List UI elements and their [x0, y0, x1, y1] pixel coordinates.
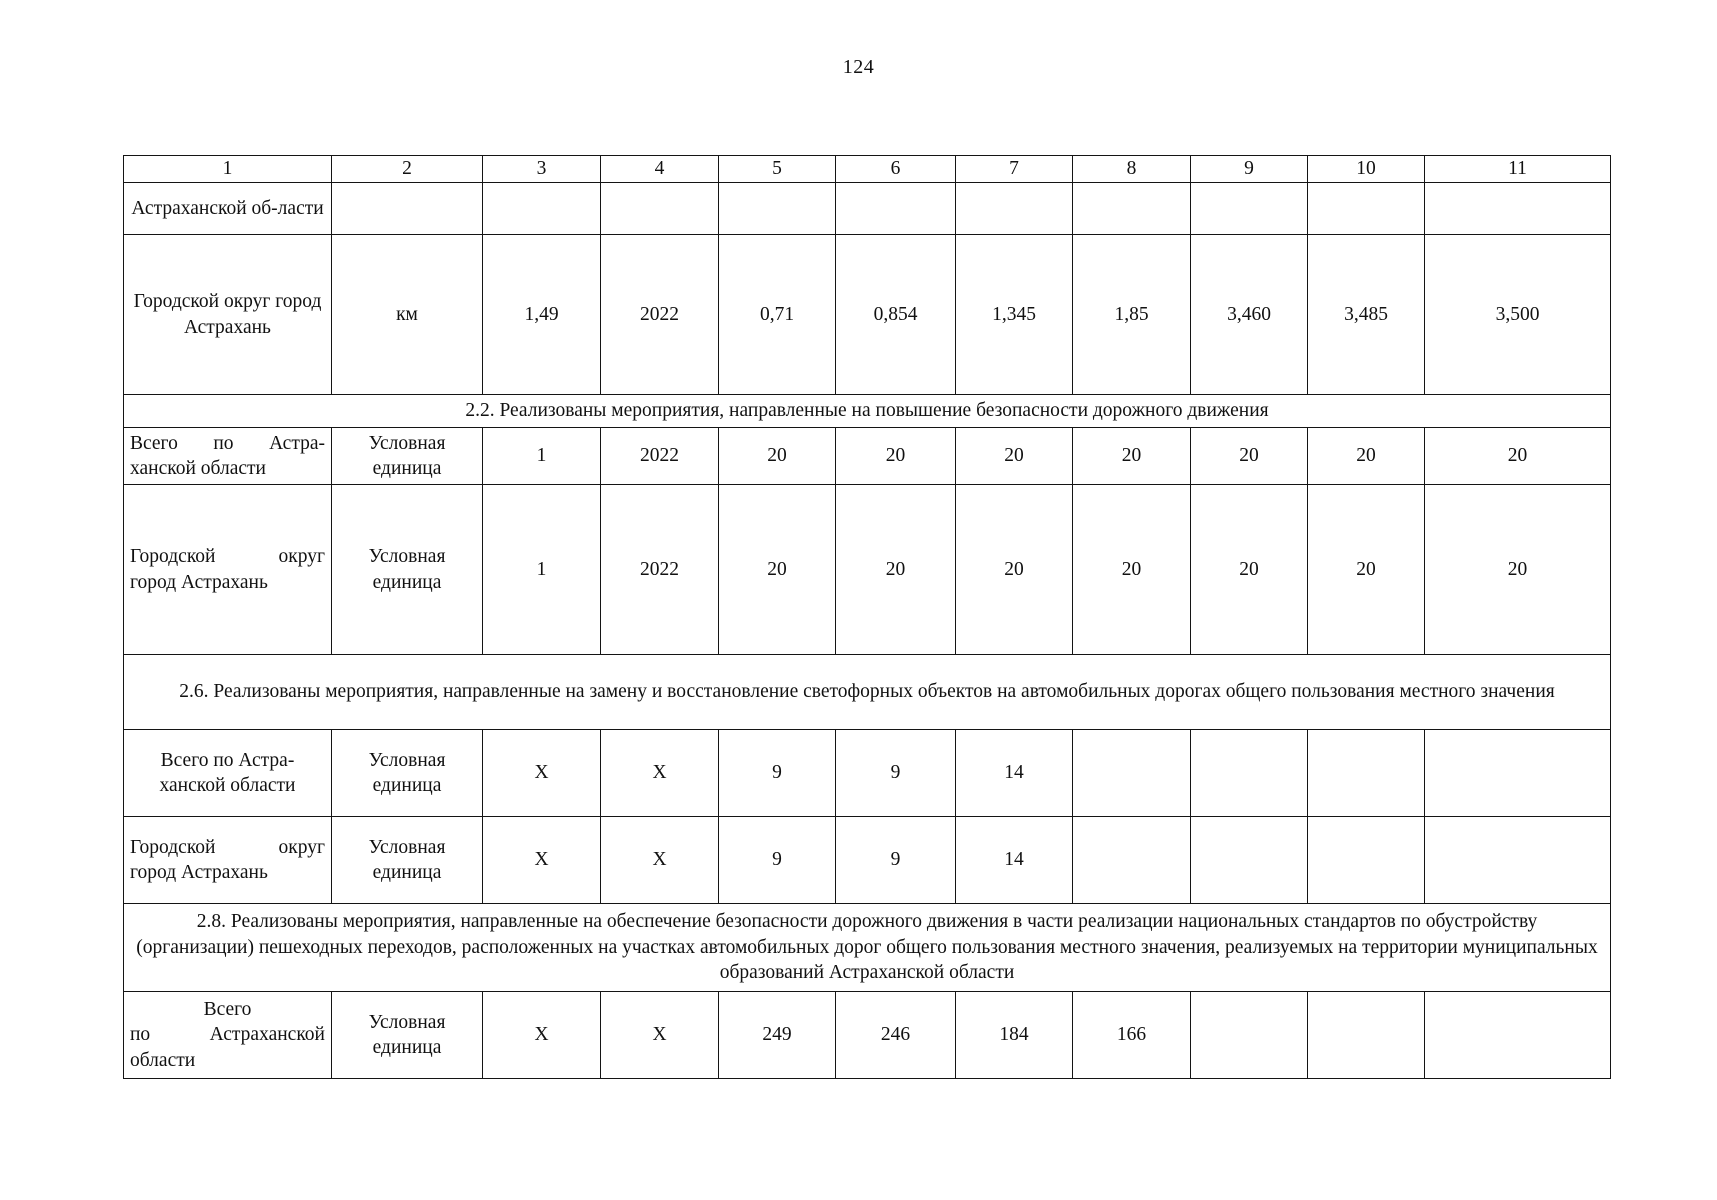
table-cell: 20 [1308, 428, 1425, 485]
unit-cell: км [332, 235, 483, 395]
header-cell: 6 [836, 156, 956, 183]
table-cell: 3,460 [1191, 235, 1308, 395]
section-title: 2.6. Реализованы мероприятия, направленные на замену и восстановление светофорных объектов на автомобильных дорогах общего пользования местного значения [124, 655, 1611, 730]
table-cell [1308, 992, 1425, 1079]
table-cell: 166 [1073, 992, 1191, 1079]
table-cell: 0,854 [836, 235, 956, 395]
table-cell: 1 [483, 485, 601, 655]
table-cell [483, 183, 601, 235]
table-cell [1191, 992, 1308, 1079]
row-label: Астраханской об-ласти [124, 183, 332, 235]
section-title: 2.2. Реализованы мероприятия, направленные на повышение безопасности дорожного движения [124, 395, 1611, 428]
header-cell: 3 [483, 156, 601, 183]
header-cell: 11 [1425, 156, 1611, 183]
row-label [124, 485, 332, 655]
header-cell: 2 [332, 156, 483, 183]
unit-cell: Условная единица [332, 817, 483, 904]
header-cell: 1 [124, 156, 332, 183]
row-label [124, 817, 332, 904]
table-cell [1425, 992, 1611, 1079]
table-cell: 9 [719, 730, 836, 817]
table-cell: 14 [956, 730, 1073, 817]
table-cell [956, 183, 1073, 235]
table-cell: 20 [956, 428, 1073, 485]
table-cell: 20 [1191, 485, 1308, 655]
row-label-line: ханской области [130, 458, 266, 479]
table-cell: 20 [836, 428, 956, 485]
table-cell: 14 [956, 817, 1073, 904]
table-cell: 9 [836, 730, 956, 817]
table-cell: X [483, 992, 601, 1079]
header-cell: 4 [601, 156, 719, 183]
table-row [124, 183, 1611, 235]
table-cell: 2022 [601, 428, 719, 485]
section-title: 2.8. Реализованы мероприятия, направленные на обеспечение безопасности дорожного движения в части реализации национальных стандартов по обустройству (организации) пешеходных переходов, расположенных на участках автомобильных дорог общего пользования местного значения, реализуемых на территории муниципальных образований Астраханской области [124, 904, 1611, 992]
table-cell: 2022 [601, 235, 719, 395]
table-cell [1191, 730, 1308, 817]
table-cell: 20 [836, 485, 956, 655]
table-row [124, 428, 1611, 485]
table-cell: X [483, 817, 601, 904]
table-cell: 1,345 [956, 235, 1073, 395]
header-cell: 7 [956, 156, 1073, 183]
table-cell [1425, 183, 1611, 235]
table-cell [1425, 817, 1611, 904]
table-cell: 20 [1425, 428, 1611, 485]
row-label-line: город Астрахань [130, 862, 268, 883]
table-cell: X [483, 730, 601, 817]
header-cell: 5 [719, 156, 836, 183]
table-row [124, 485, 1611, 655]
table-cell: 1,49 [483, 235, 601, 395]
page-number: 124 [842, 56, 875, 78]
table-cell [719, 183, 836, 235]
table-cell: 3,500 [1425, 235, 1611, 395]
table-cell: 20 [956, 485, 1073, 655]
row-label: Всего по Астра-ханской области [124, 730, 332, 817]
table-row [124, 730, 1611, 817]
table-cell [1308, 730, 1425, 817]
table-cell: 20 [719, 428, 836, 485]
table-cell [1073, 730, 1191, 817]
table-cell [1308, 817, 1425, 904]
table-cell [1425, 730, 1611, 817]
table-cell: 249 [719, 992, 836, 1079]
table-cell: 9 [836, 817, 956, 904]
table-cell: 1 [483, 428, 601, 485]
table-row [124, 992, 1611, 1079]
row-label [124, 992, 332, 1079]
unit-cell: Условная единица [332, 428, 483, 485]
table-cell: X [601, 817, 719, 904]
table-cell [1191, 183, 1308, 235]
row-label: Городской округ город Астрахань [124, 235, 332, 395]
table-cell: 3,485 [1308, 235, 1425, 395]
header-cell: 9 [1191, 156, 1308, 183]
unit-cell: Условная единица [332, 992, 483, 1079]
row-label-line: Городской округ [130, 546, 325, 568]
table-cell: 184 [956, 992, 1073, 1079]
header-cell: 8 [1073, 156, 1191, 183]
header-cell: 10 [1308, 156, 1425, 183]
table-row [124, 235, 1611, 395]
table-header-row [124, 156, 1611, 183]
table-cell [1073, 817, 1191, 904]
row-label [124, 428, 332, 485]
table-cell: 246 [836, 992, 956, 1079]
row-label-line: области [130, 1049, 196, 1071]
table-cell: 20 [719, 485, 836, 655]
section-header-row [124, 904, 1611, 992]
row-label-line: город Астрахань [130, 571, 268, 593]
unit-cell: Условная единица [332, 485, 483, 655]
table-cell: 2022 [601, 485, 719, 655]
table-cell [1308, 183, 1425, 235]
indicators-table [123, 155, 1611, 1079]
row-label-line: Всего [203, 998, 252, 1020]
table-cell: 20 [1073, 428, 1191, 485]
row-label-line: Всего по Астра- [130, 432, 325, 454]
table-cell: X [601, 992, 719, 1079]
unit-cell: Условная единица [332, 730, 483, 817]
table-cell: 20 [1425, 485, 1611, 655]
table-cell: 1,85 [1073, 235, 1191, 395]
table-cell: 20 [1191, 428, 1308, 485]
table-cell [1191, 817, 1308, 904]
section-header-row [124, 395, 1611, 428]
table-cell [836, 183, 956, 235]
table-row [124, 817, 1611, 904]
table-cell: 0,71 [719, 235, 836, 395]
table-cell [1073, 183, 1191, 235]
table-cell: 20 [1308, 485, 1425, 655]
table-cell [601, 183, 719, 235]
table-cell: 9 [719, 817, 836, 904]
row-label-line: по Астраханской [130, 1024, 325, 1046]
table-cell: X [601, 730, 719, 817]
section-header-row [124, 655, 1611, 730]
table-cell: 20 [1073, 485, 1191, 655]
table-cell [332, 183, 483, 235]
row-label-line: Городской округ [130, 836, 325, 858]
